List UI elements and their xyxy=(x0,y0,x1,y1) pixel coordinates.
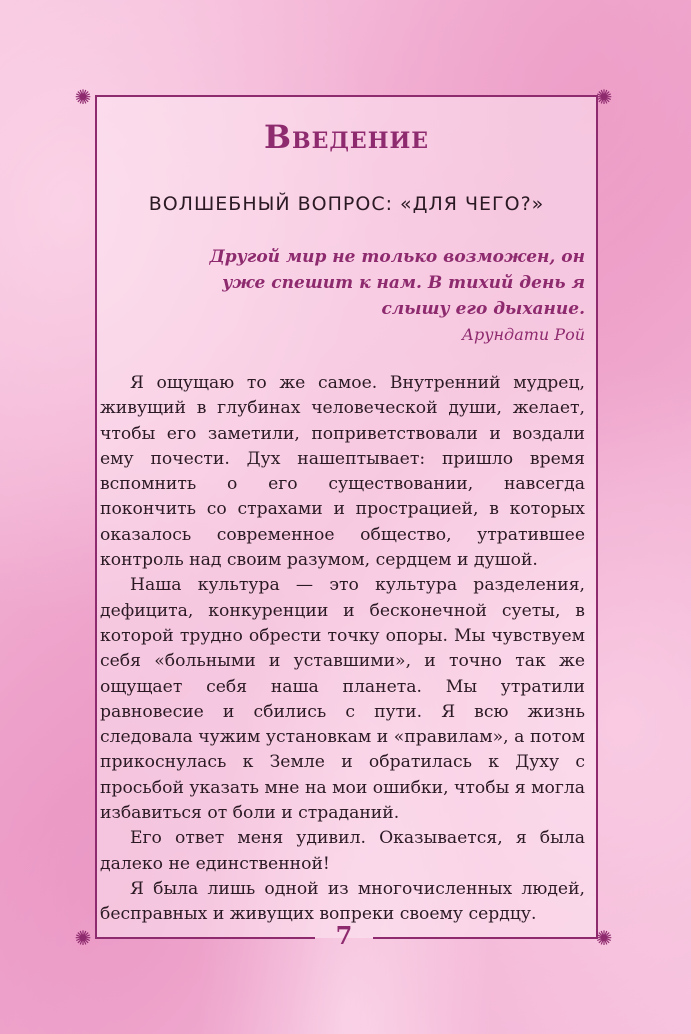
frame-top-border xyxy=(95,95,598,97)
chapter-heading: Введение xyxy=(263,118,430,156)
paragraph: Я была лишь одной из многочисленных людей, бесправных и живущих вопреки своему сердцу. xyxy=(100,878,585,925)
epigraph-quote: Другой мир не только возможен, он уже спешит к нам. В тихий день я слышу его дыхание. xyxy=(209,247,585,319)
frame-bottom-border-right xyxy=(373,937,598,939)
flower-ornament-icon: ✺ xyxy=(595,926,613,950)
flower-ornament-icon: ✺ xyxy=(74,85,92,109)
epigraph-author: Арундати Рой xyxy=(461,325,585,344)
paragraph: Наша культура — это культура разделения, дефицита, конкуренции и бесконечной суеты, в которой трудно обрести точку опоры. Мы чувствуем себя «больными и уставшими», и точно так же ощущает себя наша планета. Мы утратили равновесие и сбились с пути. Я всю жизнь следовала чужим установкам и «правилам», а потом прикоснулась к Земле и обратилась к Духу с просьбой указать мне на мои ошибки, чтобы я могла избавиться от боли и страданий. xyxy=(100,575,585,824)
section-subheading: ВОЛШЕБНЫЙ ВОПРОС: «ДЛЯ ЧЕГО?» xyxy=(148,193,545,215)
frame-right-border xyxy=(596,95,598,939)
flower-ornament-icon: ✺ xyxy=(74,926,92,950)
flower-ornament-icon: ✺ xyxy=(595,85,613,109)
page-number: 7 xyxy=(335,921,353,950)
frame-left-border xyxy=(95,95,97,939)
paragraph: Его ответ меня удивил. Оказывается, я была далеко не единственной! xyxy=(100,828,585,874)
frame-bottom-border-left xyxy=(95,937,315,939)
paragraph: Я ощущаю то же самое. Внутренний мудрец, живущий в глубинах человеческой души, желает, чтобы его заметили, поприветствовали и воздали ему почести. Дух нашептывает: пришло время вспомнить о его существовании, навсегда покончить со страхами и прострацией, в которых оказалось современное общество, утратившее контроль над своим разумом, сердцем и душой. xyxy=(100,373,585,571)
body-text xyxy=(100,371,585,928)
